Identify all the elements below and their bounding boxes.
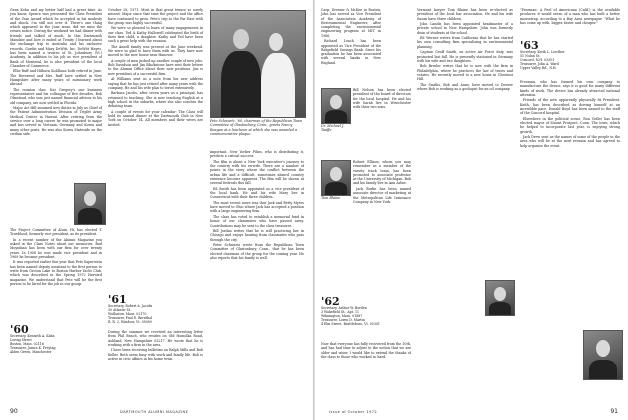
secretary-city: Boston, Mass. 02116	[10, 342, 44, 347]
class-year-heading: '62	[321, 295, 340, 308]
paragraph: Jack Drew sent us the names of some of the people in the area who will be at the next reunion and has agreed to help organize the event.	[520, 135, 620, 148]
secretary-name: Secretary, Arthur W. Borden	[321, 306, 367, 311]
secretary-name: Secretary, Kenneth A. Kahn	[10, 334, 55, 339]
paragraph: The film is about a New York executive's journey to the country with his ex-wife. There are a number of points in the story where the conflict between the urban life and a difficult, sometimes absurd country existence become apparent. The film will be shown at several festivals this fall.	[210, 159, 304, 186]
paragraph: Major Art Hill assumed new duties in July as Chief of the Patient Administration Division of Triplet Army Medical Center in Hawaii. After retiring from the service over a long career he was promoted to major and has served in Vietnam, Germany and Korea and many other posts. He was also Korea Stateside on the civilian side.	[10, 106, 102, 136]
portrait-photo	[74, 183, 106, 225]
secretary-address: 30 Atlantic St.	[108, 308, 132, 313]
paragraph: Jack Burke has been named associate director of marketing at the Metropolitan Life Insurance Company in New York.	[353, 186, 411, 204]
left-column-2-lower	[108, 330, 203, 362]
right-column-3-body	[520, 80, 620, 149]
secretary-city: Wilmington, Mass. 01887	[321, 314, 363, 319]
left-page	[0, 0, 313, 420]
paragraph: John Landis has been appointed headmaster of a private school in New Hampshire. John was formerly dean of students at the school.	[417, 22, 513, 35]
treasurer-address: 4 Elm Street, Brattleboro, Vt. 05301	[321, 322, 380, 327]
paragraph: The Project Committee of Alum. Hi, has elected T. Trueblood, formerly vice president, as its president.	[10, 228, 102, 237]
paragraph: In a recent number of the Alumni Magazine you asked in the Class Notes about our memories, Bud Moynihan has been with our firm for over twenty years. In 1958 he was made vice president and in 1969 he became president.	[10, 237, 102, 259]
class-year-heading: '60	[10, 323, 29, 336]
secretary-name: Secretary, Keith L. Lowther	[520, 50, 565, 55]
treasurer-name: Treasurer, James K. Freytag	[10, 346, 56, 351]
photo-caption: Pete Schwartz, '60, chairman of the Republican Town Committee of Glastonbury, Conn., greets Nancy Reagan at a luncheon at which she was awarded a commemorative plaque.	[210, 119, 303, 136]
class-secretary-block	[10, 323, 102, 355]
secretary-name: Secretary, Robert A. Jacobs	[108, 304, 153, 309]
paragraph: Ellie Ruff and Hilburn Kohlhaas both retired in June. The Reverend and Mrs. Ruff have settled in New Hampshire after many years of missionary work abroad.	[10, 69, 102, 87]
class-secretary-block	[520, 39, 620, 71]
portrait-photo	[583, 330, 623, 380]
paragraph: The reunion clan: Nat Gregory's one business representative and his colleague of five decades, Bob Olmstead, who was just named financial advisor to his old company, are now settled in Florida.	[10, 87, 102, 105]
right-column-1	[321, 8, 381, 66]
paragraph: Bob Bresler writes that he is now with the firm in Philadelphia, where he practices the law of trusts and estates. He recently moved to a new home in Chestnut Hill.	[417, 64, 513, 82]
paragraph: During the summer we received an interesting letter from Phil Beach, who resides on Old Homolka Road, Ashland, New Hampshire 03217. He wrote that he is working with a firm in the area.	[108, 330, 203, 347]
paragraph: Captain Geoff Smith, on active Air Force duty, was promoted last fall. He is presently stationed in Germany with his wife and two daughters.	[417, 50, 513, 63]
paragraph: Carp, Dresser & McKee in Boston, John has served as Vice President of the Association Academy of Environmental Engineers, after completing the environmental engineering program at MIT in 1966.	[321, 8, 381, 38]
paragraph: The most recent news was that Jack and Betty Myers have moved to Ohio where Jack has accepted a position with a large engineering firm.	[210, 200, 304, 214]
paragraph: Richard Leach has been appointed as Vice President of the Ridgefield Savings Bank. Since his graduation he has been associated with several banks in New England.	[321, 39, 381, 65]
left-column-3	[210, 150, 304, 261]
paragraph: Bill Jordan writes that he is still practicing law in Chicago and enjoys hearing from classmates who pass through the city.	[210, 228, 304, 242]
paragraph: A couple of events for your calendar: The Class will hold its annual dinner at the Dartmouth Club in New York on October 14. All members and their wives are invited.	[108, 109, 203, 127]
class-year-heading: '61	[108, 293, 127, 306]
paragraph: It was reported earlier this year that Pete Saperstein has been named deputy assistant to the first person to write from Groton Lake to Boston Harbor Yacht Club, which was described in the Spring 1972 Harvard magazine. We understand that Pete will be the first person to be hired for the job in our group.	[10, 260, 102, 286]
photo-caption: Dr. Michael J. Taaffe	[321, 124, 345, 133]
treasurer-name: Treasurer, John A. Ward	[520, 62, 559, 67]
paragraph: Robert Ellison, whom you may remember as a member of the varsity track team, has been promoted to associate professor at the University of Michigan. Bob and his family live in Ann Arbor.	[353, 160, 411, 186]
paragraph: Now that everyone has fully recovered from the 10th, and has had time to adjust to the notion that we are older and wiser, I would like to extend the thanks of the class to those who worked so hard.	[321, 342, 411, 359]
event-photo	[210, 10, 306, 118]
page-number: 90	[10, 408, 18, 415]
portrait-photo	[321, 160, 351, 196]
secretary-city: Wollaston, Mass. 02170	[108, 312, 147, 317]
class-secretary-block	[321, 295, 411, 327]
paragraph: "Freeman: A Feel of Americana (Calif.) is the available producer, it would seem, of a man who has built a better mousetrap, according to a Bay Area newspaper. "What he has come up with, bigger, faster and cheaper."	[520, 8, 620, 25]
secretary-address: Loring Street	[10, 338, 32, 343]
paragraph: The Smiths, Bob and Anne, have moved to Denver where Bob is working as a geologist for an oil company.	[417, 82, 513, 91]
right-column-2	[417, 8, 513, 92]
secretary-address: 51 Nolan St.	[520, 54, 541, 59]
paragraph: I have been receiving bulletins on Ralph Mills and Bob Keller. Both seem busy with work and family life. Bob is active in civic affairs in his home town.	[108, 348, 203, 361]
magazine-title-footer: DARTMOUTH ALUMNI MAGAZINE	[120, 410, 189, 414]
paragraph: Bill Nelson has been elected president of the board of directors for the local hospital. He and his wife Sarah live in Westchester with their two sons.	[353, 88, 411, 110]
treasurer-address: R. R. 2, Windsor, Vt. 05089	[108, 320, 152, 325]
paragraph: Ed Smith has been appointed as a vice president of the local bank. He and his wife Mary live in Connecticut with their three children.	[210, 186, 304, 200]
left-column-1	[10, 8, 102, 137]
right-column-1-lower	[321, 342, 411, 360]
class-secretary-block	[108, 293, 203, 325]
paragraph: We were so pleased to learn of many engagements in our class. Ted & Kathy Hallowell celebrated the birth of their first child, a daughter. Kathy and Ted have been such a great help with the reunion.	[108, 26, 203, 44]
paragraph: important. New Yorker Films, who is distributing it, predicts a critical success.	[210, 150, 304, 159]
paragraph: Ed Werner writes from California that he has started his own consulting firm specializing in environmental planning.	[417, 36, 513, 49]
paragraph: Barbara Jacobs, after seven years as a principal, has returned to teaching. She is now teaching English at a high school in the suburbs, where she also coaches the debating team.	[108, 91, 203, 109]
paragraph: Al Williams sent us a note from his new address saying that he has just retired after many years with the company. He and his wife plan to travel extensively.	[108, 77, 203, 90]
left-column-1-lower	[10, 228, 102, 287]
page-number: 91	[610, 408, 618, 415]
left-column-2	[108, 8, 203, 128]
paragraph: Freeman, who has formed his own company to manufacture the device, says it is good for many different kinds of work. The device has already attracted national attention.	[520, 80, 620, 97]
paragraph: October 28, 1971. Most in that great tenure so sorely missed. Major since that time the project and the office have continued to grow. Pete's trip to the Far East with the group was highly successful.	[108, 8, 203, 25]
right-page	[315, 0, 628, 420]
paragraph: The Ansell family was present at the June weekend. We were so glad to have them with us. They have now moved to the new house near Hanover.	[108, 44, 203, 58]
secretary-address: 3 Wakefield St., Apt. 11	[321, 310, 360, 315]
paragraph: Gene Kohn and my better half had a great time. As you know, Spence was presented the Class President of the Year Award which he accepted in his modesty and shock. I'm still not over it. There's one thing which appeared in the June issue, did we miss the return notice. During the weekend we had dinner with friends and talked of much. In this Dartmouth Mandate and how it ended at Trinity I learned about the exchange trip to Australia and his exclusive records. Gordie and Mary DeWitt, Inc. DeWitt Hayes, has been named a trustee of St. Johnsbury (Vt.) Academy. In addition to his job as vice president of Bank of Montreal, he is also president of the local Chamber of Commerce.	[10, 8, 102, 68]
paragraph: A couple of men picked up another couple of new jobs. Bob Davidson and Jim Blackstone have sent their letters to the Alumni Office about their new positions. Jim is now president of a successful firm.	[108, 58, 203, 76]
paragraph: Vermont lawyer Tom Blaine has been re-elected as president of the local bar association. He and his wife Susan have three children.	[417, 8, 513, 21]
paragraph: Peter Schwartz wrote from the Republican Town Committee of Glastonbury, Conn., that he has been elected chairman of the group for the coming year. He also reports that his family is well.	[210, 243, 304, 260]
portrait-photo	[485, 280, 515, 316]
treasurer-name: Treasurer, Loren D. Martin	[321, 318, 365, 323]
class-year-heading: '63	[520, 39, 539, 52]
issue-date-footer: Issue of October 1972	[329, 410, 378, 414]
right-column-1-middle	[353, 160, 411, 205]
right-column-3	[520, 8, 620, 26]
photo-caption: Tom Blaine	[321, 196, 341, 200]
treasurer-address: Upper Valley Rd., N.H.	[520, 66, 557, 71]
portrait-photo	[321, 88, 351, 124]
paragraph: Elsewhere in the political scene, Ron Geller has been elected mayor of Mount Prospect, Conn. The town, which he helped to incorporate last year, is enjoying strong growth.	[520, 116, 620, 134]
right-column-1-beside-photo	[353, 88, 411, 111]
treasurer-address: Alden Green, Manchester	[10, 350, 52, 355]
paragraph: The class has voted to establish a memorial fund in honor of our classmates who have passed away. Contributions may be sent to the class treasurer.	[210, 214, 304, 228]
paragraph: Friends of the new apparently physically fit President, Keith, has been described as driving himself at an incredible pace. Donald Boyd has been named to the staff of the Concord hospital.	[520, 98, 620, 116]
treasurer-name: Treasurer, Paul E. Bernthal	[108, 316, 153, 321]
secretary-city: Concord, N.H. 03301	[520, 58, 555, 63]
